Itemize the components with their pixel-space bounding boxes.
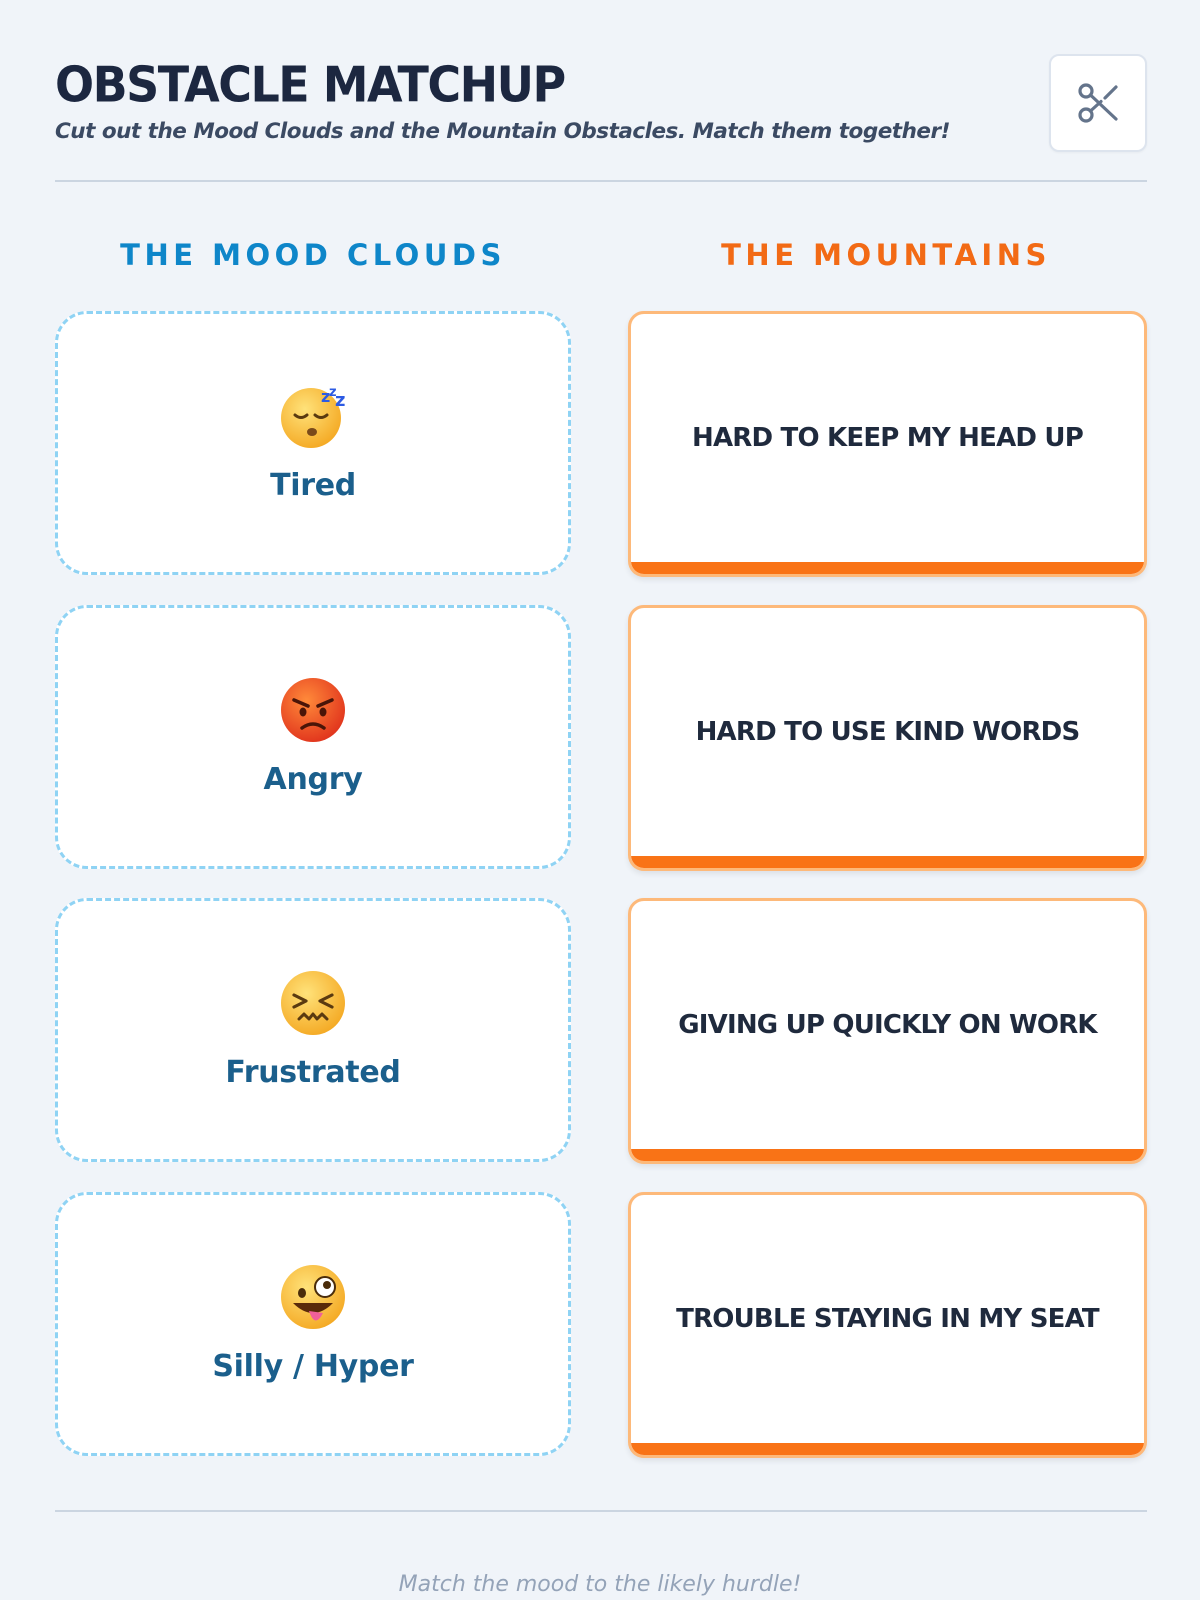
mountain-base-bar (631, 856, 1144, 868)
svg-text:z: z (321, 387, 331, 406)
mood-card-silly-hyper[interactable] (55, 1192, 571, 1456)
mood-label: Frustrated (225, 1055, 401, 1090)
page-title: OBSTACLE MATCHUP (55, 56, 565, 114)
scissors-button[interactable] (1049, 54, 1147, 152)
confounded-face-icon (279, 969, 347, 1037)
mountain-label: HARD TO USE KIND WORDS (695, 717, 1080, 747)
mood-label: Silly / Hyper (212, 1349, 414, 1384)
mountain-card-4[interactable] (628, 1192, 1147, 1458)
mountain-card-1[interactable] (628, 311, 1147, 577)
mountain-label: GIVING UP QUICKLY ON WORK (678, 1010, 1097, 1040)
mountain-label: TROUBLE STAYING IN MY SEAT (676, 1304, 1099, 1334)
top-divider (55, 180, 1147, 182)
mountains-heading: THE MOUNTAINS (721, 238, 1051, 272)
mood-card-frustrated[interactable] (55, 898, 571, 1162)
svg-text:z: z (329, 385, 337, 400)
svg-text:z: z (335, 390, 346, 411)
mood-card-tired[interactable] (55, 311, 571, 575)
mountain-card-3[interactable] (628, 898, 1147, 1164)
page-subtitle: Cut out the Mood Clouds and the Mountain Obstacles. Match them together! (55, 119, 950, 144)
scissors-icon (1074, 79, 1122, 127)
bottom-divider (55, 1510, 1147, 1512)
mood-card-angry[interactable] (55, 605, 571, 869)
mountain-base-bar (631, 1149, 1144, 1161)
mountain-base-bar (631, 1443, 1144, 1455)
mountain-card-2[interactable] (628, 605, 1147, 871)
sleeping-face-icon (279, 382, 347, 450)
mood-clouds-heading: THE MOOD CLOUDS (120, 238, 506, 272)
footer-note: Match the mood to the likely hurdle! (398, 1572, 802, 1597)
angry-face-icon (279, 676, 347, 744)
mountain-label: HARD TO KEEP MY HEAD UP (692, 423, 1083, 453)
mood-label: Angry (263, 762, 363, 797)
zany-face-icon (279, 1263, 347, 1331)
header (55, 52, 1147, 182)
mountain-base-bar (631, 562, 1144, 574)
mood-label: Tired (270, 468, 356, 503)
